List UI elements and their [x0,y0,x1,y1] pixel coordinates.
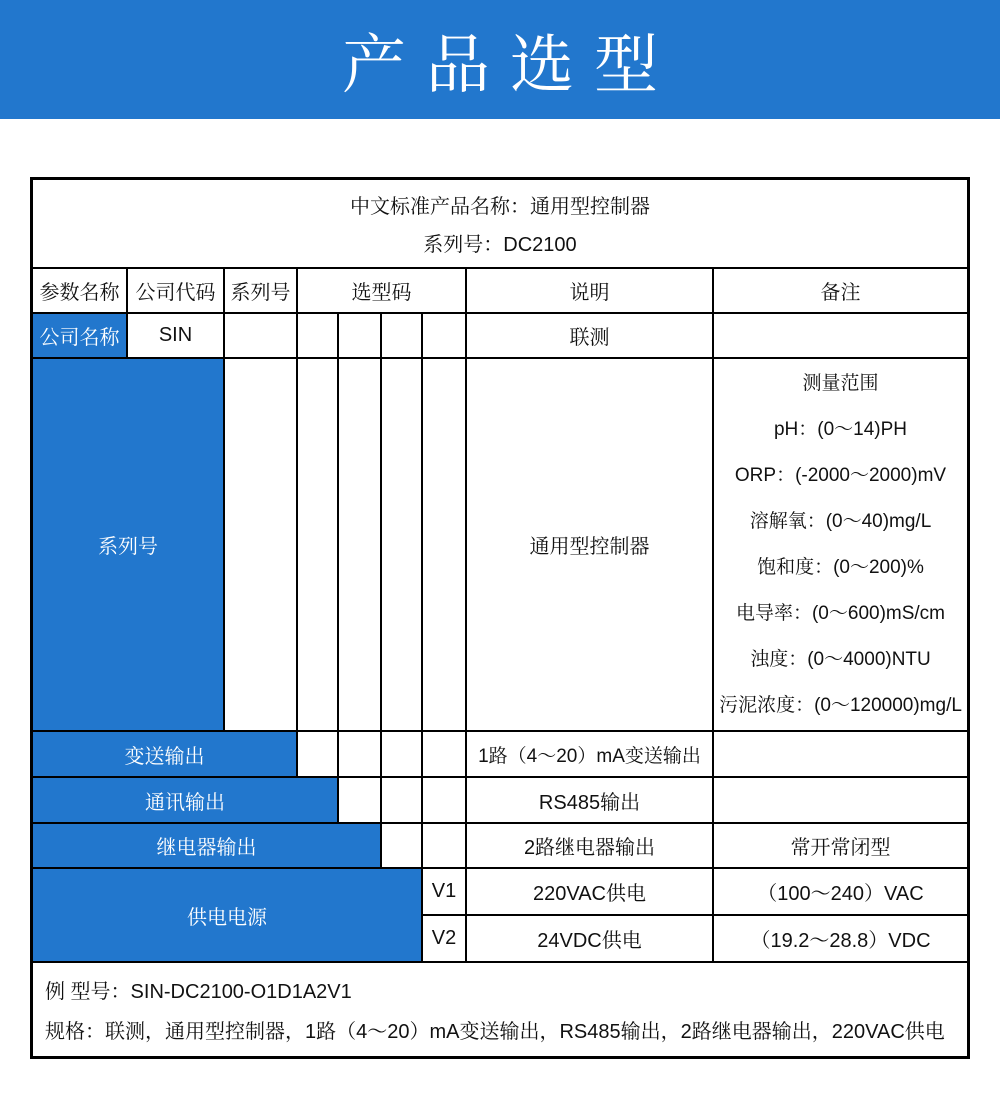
code-cell-empty [225,359,298,732]
code-cell-empty [382,824,423,869]
relay-description: 2路继电器输出 [467,824,714,869]
range-conductivity: 电导率：(0～600)mS/cm [735,602,946,624]
code-cell-empty [423,359,467,732]
power-supply-label: 供电电源 [33,869,423,963]
power-v1-remark: （100～240）VAC [714,869,967,916]
comm-remark [714,778,967,824]
range-do: 溶解氧：(0～40)mg/L [749,511,932,533]
power-v1-description: 220VAC供电 [467,869,714,916]
code-cell-empty [423,314,467,359]
code-cell-empty [339,778,382,824]
header-series: 系列号 [225,269,298,314]
relay-remark: 常开常闭型 [714,824,967,869]
code-cell-empty [339,732,382,778]
example-model-cell [33,963,967,1056]
code-cell-empty [382,778,423,824]
range-sludge: 污泥浓度：(0～120000)mg/L [719,694,962,716]
series-label: 系列号 [33,359,225,732]
code-cell-empty [298,732,339,778]
comm-output-label: 通讯输出 [33,778,339,824]
range-saturation: 饱和度：(0～200)% [757,556,924,578]
company-remark [714,314,967,359]
company-name-label: 公司名称 [33,314,128,359]
example-model-line: 例 型号：SIN-DC2100-O1D1A2V1 [45,980,352,1003]
company-code-value: SIN [128,314,225,359]
range-turbidity: 浊度：(0～4000)NTU [750,648,931,670]
code-cell-empty [298,314,339,359]
code-cell-empty [339,359,382,732]
relay-output-label: 继电器输出 [33,824,382,869]
header-param: 参数名称 [33,269,128,314]
series-number-line: 系列号：DC2100 [423,234,577,257]
code-cell-empty [382,359,423,732]
code-cell-empty [298,359,339,732]
series-measure-range-remark [714,359,967,732]
range-ph: pH：(0～14)PH [773,419,908,441]
product-selection-table [30,177,970,1059]
code-cell-empty [339,314,382,359]
comm-description: RS485输出 [467,778,714,824]
example-spec-line: 规格：联测，通用型控制器，1路（4～20）mA变送输出，RS485输出，2路继电器输出，220VAC供电 [45,1021,945,1044]
code-cell-empty [423,778,467,824]
range-orp: ORP：(-2000～2000)mV [734,465,947,487]
page-title: 产品选型 [342,28,678,101]
transmit-description: 1路（4～20）mA变送输出 [467,732,714,778]
power-code-v1: V1 [423,869,467,916]
header-remark: 备注 [714,269,967,314]
product-name-line: 中文标准产品名称：通用型控制器 [350,195,650,218]
transmit-output-label: 变送输出 [33,732,298,778]
code-cell-empty [225,314,298,359]
header-company-code: 公司代码 [128,269,225,314]
header-description: 说明 [467,269,714,314]
code-cell-empty [423,824,467,869]
code-cell-empty [423,732,467,778]
power-v2-remark: （19.2～28.8）VDC [714,916,967,963]
measure-range-title: 测量范围 [802,373,879,395]
table-title-cell [33,180,967,269]
series-description: 通用型控制器 [467,359,714,732]
company-description: 联测 [467,314,714,359]
page-header-banner [0,0,1000,119]
transmit-remark [714,732,967,778]
code-cell-empty [382,314,423,359]
power-v2-description: 24VDC供电 [467,916,714,963]
power-code-v2: V2 [423,916,467,963]
header-selection-code: 选型码 [298,269,467,314]
code-cell-empty [382,732,423,778]
